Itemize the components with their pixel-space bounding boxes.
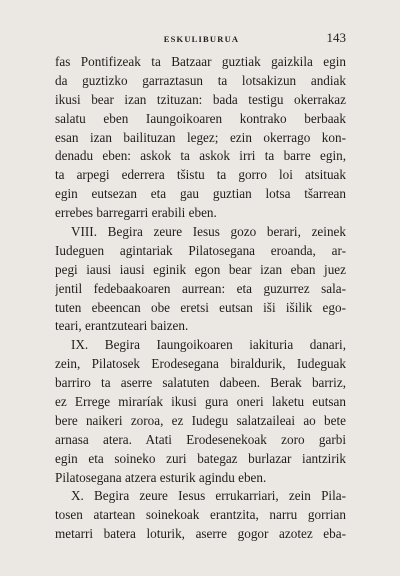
text-line: da guztizko garraztasun ta lotsakizun andiak bbox=[55, 72, 346, 88]
text-line: VIII. Begira zeure Iesus gozo berari, zeinek bbox=[71, 224, 346, 240]
text-line: teari, erantzuteari baizen. bbox=[55, 318, 189, 334]
text-line: denadu eben: askok ta askok irri ta barre egin, bbox=[55, 148, 346, 164]
text-line: bere naikeri zoroa, ez Iudegu salatzaileai ao bete bbox=[55, 412, 346, 428]
text-line: salatu eben Iaungoikoaren kontrako berbaak bbox=[55, 110, 346, 126]
text-line: ez Errege miraríak ikusi gura oneri laketu eutsan bbox=[55, 394, 346, 410]
text-line: Pilatosegana atzera esturik agindu eben. bbox=[55, 469, 267, 485]
text-line: ikusi bear izan tzituzan: bada testigu okerrakaz bbox=[55, 91, 346, 107]
text-line: IX. Begira Iaungoikoaren iakituria danari, bbox=[71, 337, 346, 353]
text-line: X. Begira zeure Iesus errukarriari, zein Pila- bbox=[71, 488, 346, 504]
running-head bbox=[57, 30, 346, 48]
text-line: zein, Pilatosek Erodesegana biraldurik, Iudeguak bbox=[55, 356, 346, 372]
text-line: Iudeguen agintariak Pilatosegana eroanda, ar- bbox=[55, 242, 346, 258]
body-text bbox=[55, 53, 346, 544]
text-line: ta arpegi ederrera tšistu ta gorro loi atsituak bbox=[55, 167, 346, 183]
text-line: esan izan bailituzan legez; ezin okerrago kon- bbox=[55, 129, 346, 145]
page-number: 143 bbox=[326, 30, 346, 45]
text-line: jentil fedebaakoaren aurrean: eta guzurrez sala- bbox=[55, 280, 346, 296]
text-line: barriro ta aserre salatuten dabeen. Berak barriz, bbox=[55, 375, 346, 391]
text-line: arnasa atera. Atati Erodesenekoak zoro garbi bbox=[55, 431, 346, 447]
text-line: egin eta soineko zuri bategaz burlazar iantzirik bbox=[55, 450, 346, 466]
text-line: metarri batera loturik, aserre gogor azotez eba- bbox=[55, 526, 346, 542]
text-line: tosen atartean soinekoak erantzita, narru gorrian bbox=[55, 507, 346, 523]
running-title: ESKULIBURUA bbox=[163, 34, 240, 44]
text-line: errebes barregarri erabili eben. bbox=[55, 205, 217, 221]
text-line: fas Pontifizeak ta Batzaar guztiak gaizkila egin bbox=[55, 54, 346, 69]
text-line: pegi iausi iausi eginik egon bear izan eban juez bbox=[55, 261, 346, 277]
text-line: egin eutsezan eta gau guztian lotsa tšarrean bbox=[55, 186, 346, 202]
text-line: tuten ebeencan obe eretsi eutsan iši išilik ego- bbox=[55, 299, 346, 315]
